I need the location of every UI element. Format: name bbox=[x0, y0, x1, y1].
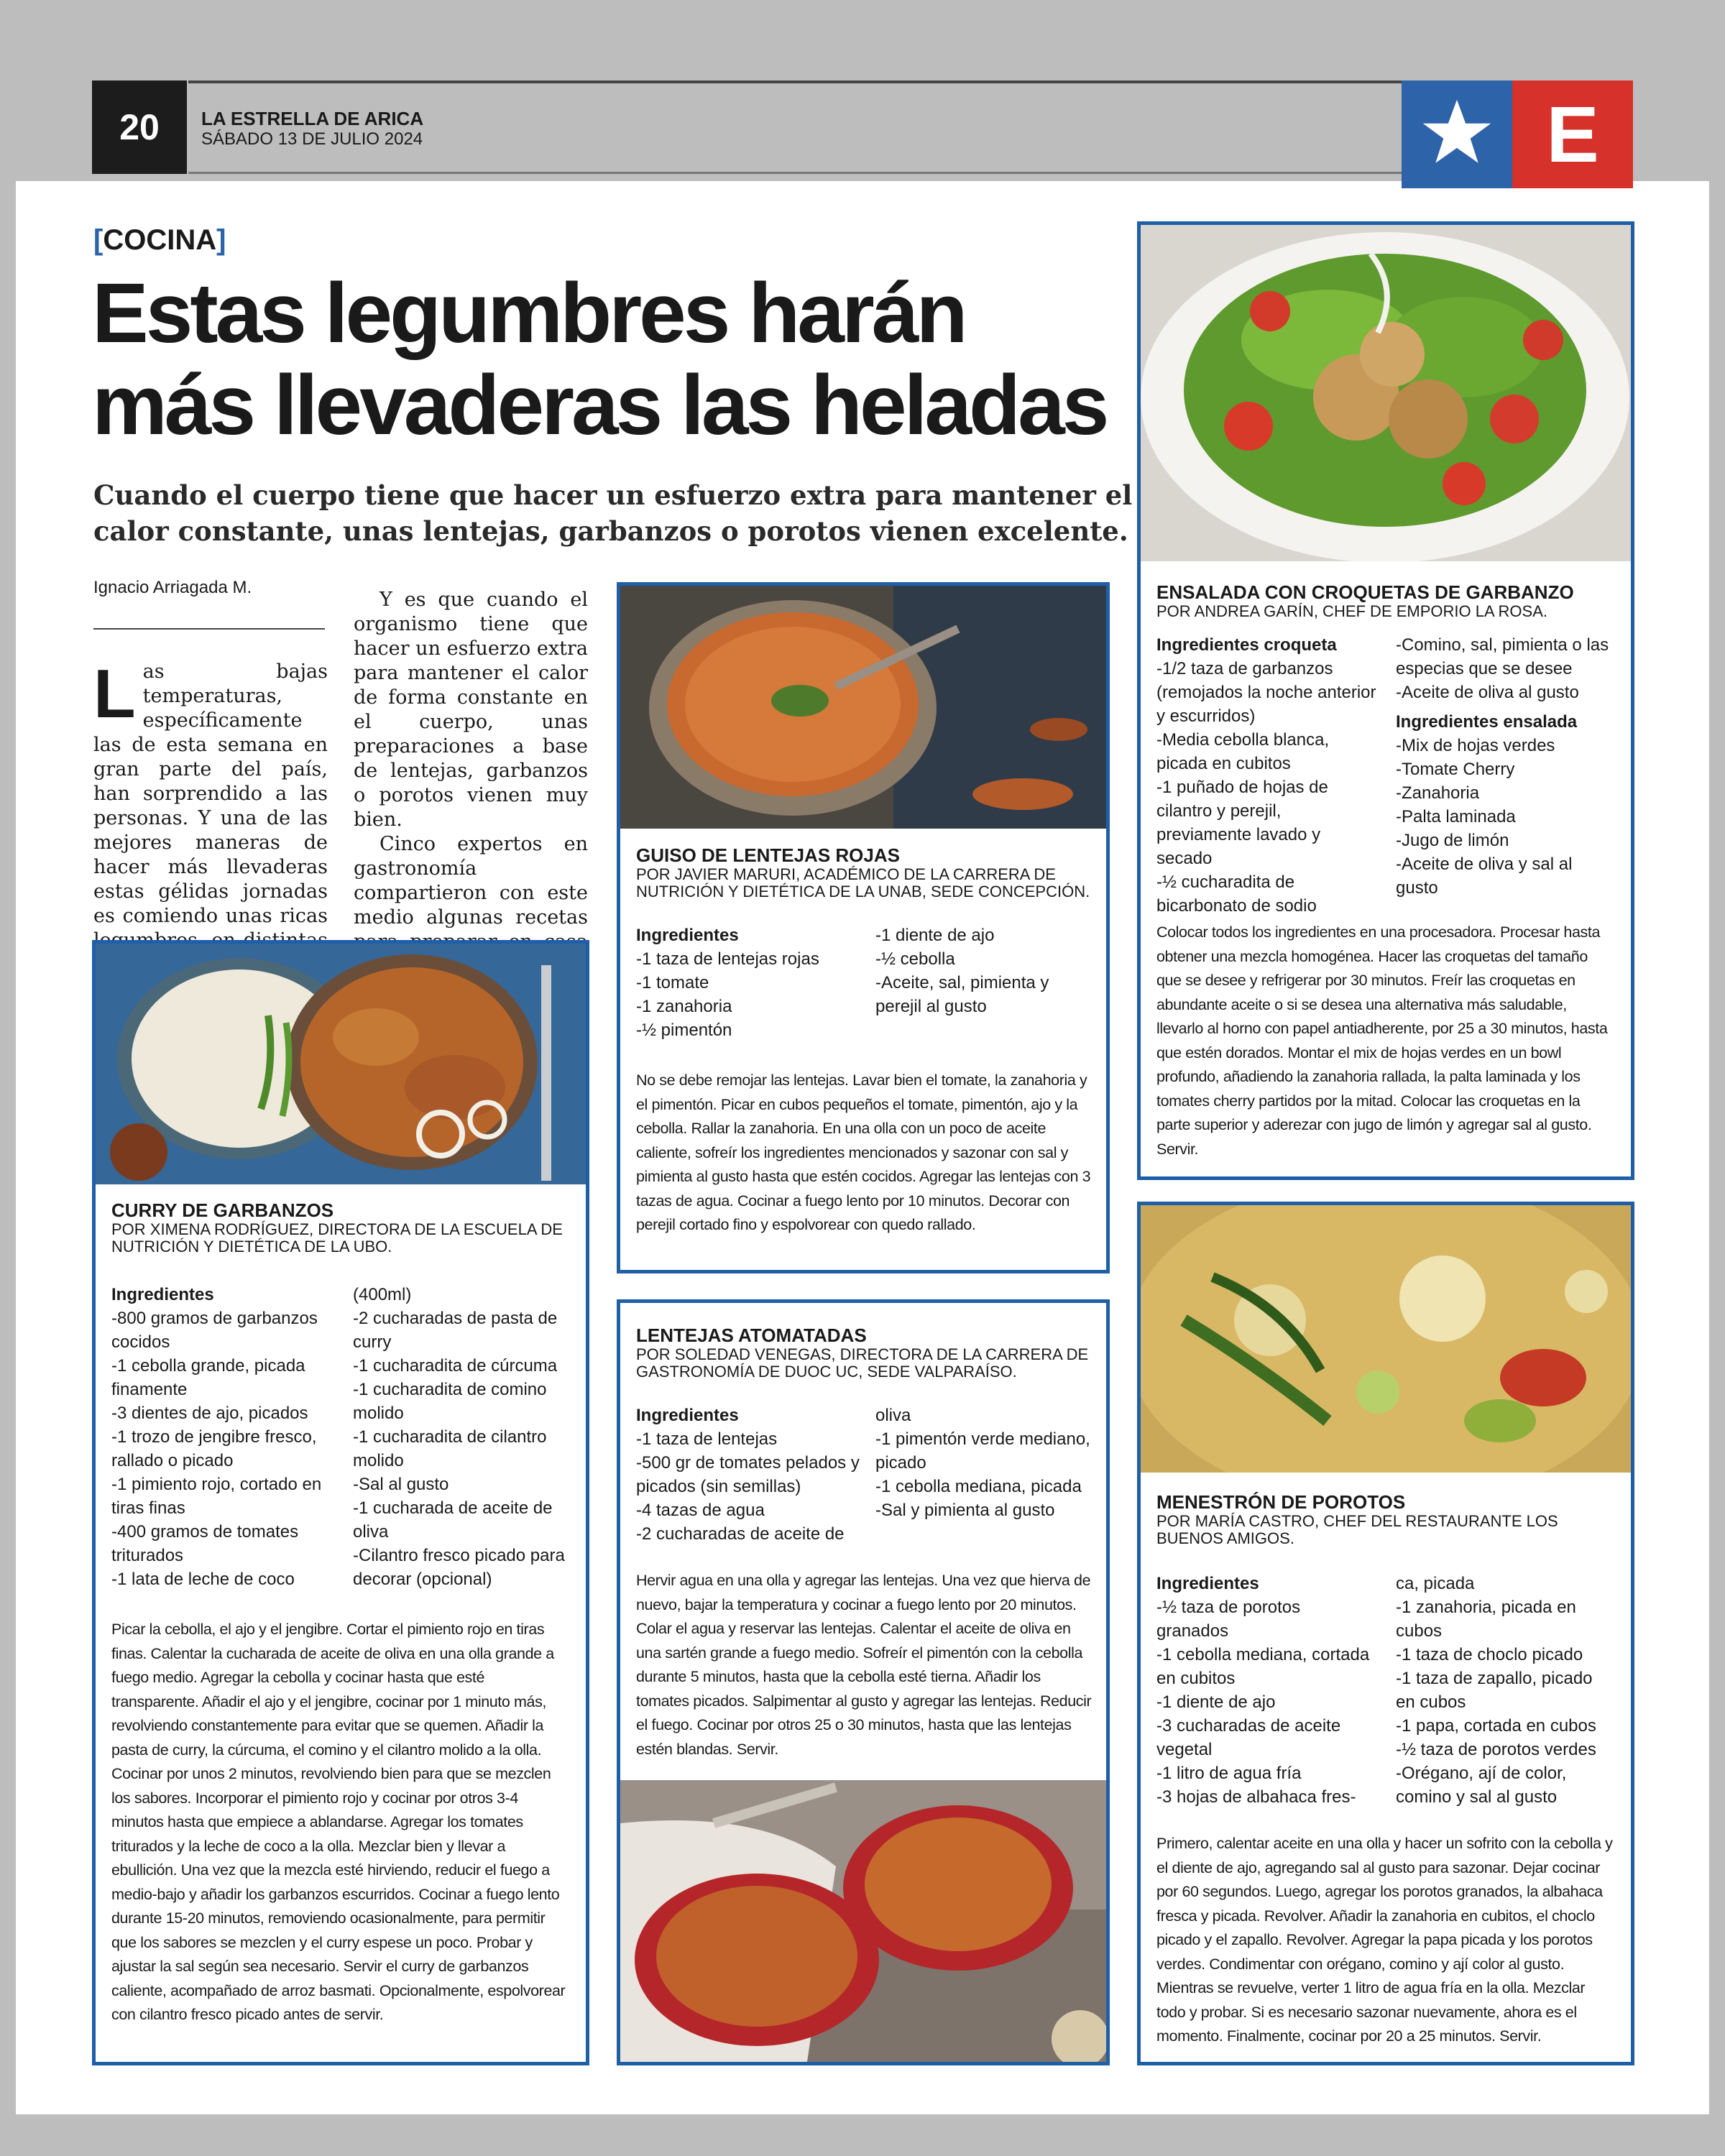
lentejas-rojas-author: POR JAVIER MARURI, ACADÉMICO DE LA CARRERA DE NUTRICIÓN Y DIETÉTICA DE LA UNAB, SEDE CONCEPCIÓN. bbox=[636, 865, 1090, 900]
ensalada-preparation: Colocar todos los ingredientes en una procesadora. Procesar hasta obtener una mezcla homogénea. Hacer las croquetas del tamaño que se desee y refrigerar por 30 minutos. Freír las croquetas en abundante aceite o si se desea una alternativa más saludable, llevarlo al horno con papel antiadherente, por 25 a 30 minutos, hasta que estén dorados. Montar el mix de hojas verdes en un bowl profundo, añadiendo la zanahoria rallada, la palta laminada y los tomates cherry partidos por la mitad. Colocar las croquetas en la parte superior y aderezar con jugo de limón y agregar sal al gusto. Servir. bbox=[1156, 923, 1608, 1158]
ensalada-author: POR ANDREA GARÍN, CHEF DE EMPORIO LA ROSA. bbox=[1156, 602, 1548, 620]
lentejas-rojas-photo bbox=[620, 586, 1106, 829]
menestron-ingredients-list-1: -½ taza de porotos granados -1 cebolla mediana, cortada en cubitos -1 diente de ajo -3 cucharadas de aceite vegetal -1 litro de agua fría -3 hojas de albahaca fres- bbox=[1156, 1598, 1370, 1807]
atomatadas-heading bbox=[636, 1325, 1096, 1381]
drop-cap: L bbox=[93, 655, 136, 732]
menestron-ingredients-list-2: ca, picada -1 zanahoria, picada en cubos -1 taza de choclo picado -1 taza de zapallo, picado en cubos -1 papa, cortada en cubos -½ taza de porotos verdes -Orégano, ají de color, comino y sal al gusto bbox=[1396, 1574, 1596, 1807]
issue-date: SÁBADO 13 DE JULIO 2024 bbox=[201, 129, 423, 149]
headline-line-1: Estas legumbres harán bbox=[92, 266, 965, 361]
recipe-box-atomatadas bbox=[617, 1299, 1110, 2065]
ensalada-photo bbox=[1141, 225, 1631, 561]
lentejas-rojas-ingredients-label: Ingredientes bbox=[636, 926, 739, 945]
curry-photo bbox=[96, 944, 586, 1184]
menestron-photo bbox=[1141, 1205, 1631, 1473]
lentejas-rojas-preparation: No se debe remojar las lentejas. Lavar bien el tomate, la zanahoria y el pimentón. Picar en cubos pequeños el tomate, pimentón, ajo y la cebolla. Rallar la zanahoria. En una olla con un poco de aceite caliente, sofreír los ingredientes mencionados y sazonar con sal y pimienta al gusto hasta que estén cocidos. Agregar las lentejas con 3 tazas de agua. Cocinar a fuego lento por 10 minutos. Decorar con perejil cortado fino y espolvorear con quedo rallado. bbox=[636, 1072, 1091, 1233]
menestron-title: MENESTRÓN DE POROTOS bbox=[1156, 1491, 1406, 1513]
curry-ingredients-list-1: -800 gramos de garbanzos cocidos -1 cebolla grande, picada finamente -3 dientes de ajo, picados -1 trozo de jengibre fresco, rallado o picado -1 pimiento rojo, cortado en tiras finas -400 gramos de tomates triturados -1 lata de leche de coco bbox=[111, 1309, 322, 1589]
ensalada-heading bbox=[1156, 581, 1616, 620]
curry-ingredients-col-1 bbox=[111, 1283, 340, 1591]
newspaper-name: LA ESTRELLA DE ARICA bbox=[201, 108, 424, 129]
atomatadas-ingredients-col-2 bbox=[875, 1404, 1095, 1522]
ensalada-ingredients-label-croqueta: Ingredientes croqueta bbox=[1156, 635, 1337, 655]
section-kicker: [COCINA] bbox=[93, 224, 226, 256]
article-column-1 bbox=[93, 655, 328, 977]
lentejas-rojas-heading bbox=[636, 844, 1096, 900]
lentejas-rojas-ingredients-list-2: -1 diente de ajo -½ cebolla -Aceite, sal, pimienta y perejil al gusto bbox=[875, 926, 1049, 1016]
ensalada-ingredients-col-2 bbox=[1396, 633, 1615, 900]
curry-ingredients-label: Ingredientes bbox=[111, 1285, 214, 1304]
lentejas-rojas-ingredients-col-1 bbox=[636, 923, 865, 1042]
menestron-ingredients-col-1 bbox=[1156, 1572, 1372, 1809]
deck: Cuando el cuerpo tiene que hacer un esfuerzo extra para mantener el calor constante, unas lentejas, garbanzos o porotos vienen excelente. bbox=[93, 479, 1133, 547]
atomatadas-ingredients-list-1: -1 taza de lentejas -500 gr de tomates pelados y picados (sin semillas) -4 tazas de agua -2 cucharadas de aceite de bbox=[636, 1429, 860, 1544]
lentejas-rojas-ingredients-list-1: -1 taza de lentejas rojas -1 tomate -1 zanahoria -½ pimentón bbox=[636, 949, 819, 1040]
article-column-1-text: as bajas temperaturas, específicamente las de esta semana en gran parte del país, han sorprendido a las personas. Y una de las mejores maneras de hacer más llevaderas estas gélidas jornadas es comiendo unas ricas bbox=[93, 660, 328, 927]
atomatadas-ingredients-label: Ingredientes bbox=[636, 1406, 739, 1425]
logo-letter: E bbox=[1512, 80, 1633, 188]
headline-line-2: más llevaderas las heladas bbox=[92, 358, 1107, 453]
page-number: 20 bbox=[92, 80, 187, 174]
recipe-box-ensalada bbox=[1137, 221, 1634, 1180]
ensalada-ingredients-list-1: -1/2 taza de garbanzos (remojados la noche anterior y escurridos) -Media cebolla blanca, picada en cubitos -1 puñado de hojas de cilantro y perejil, previamente lavado y secado -½ cucharadita de bicarbonato de sodio bbox=[1156, 659, 1376, 916]
star-icon bbox=[1417, 93, 1496, 172]
byline-rule bbox=[93, 628, 325, 630]
lentejas-rojas-title: GUISO DE LENTEJAS ROJAS bbox=[636, 844, 900, 866]
headline bbox=[92, 267, 1134, 451]
atomatadas-ingredients-col-1 bbox=[636, 1404, 865, 1546]
lentejas-rojas-ingredients-col-2 bbox=[875, 923, 1095, 1018]
menestron-ingredients-label: Ingredientes bbox=[1156, 1574, 1259, 1593]
menestron-author: POR MARÍA CASTRO, CHEF DEL RESTAURANTE LOS BUENOS AMIGOS. bbox=[1156, 1512, 1558, 1547]
curry-preparation: Picar la cebolla, el ajo y el jengibre. Cortar el pimiento rojo en tiras finas. Calentar la cucharada de aceite de oliva en una olla grande a fuego medio. Agregar la cebolla y cocinar hasta que esté transparente. Añadir el ajo y el jengibre, cocinar por 1 minuto más, revolviendo constantemente para evitar que se quemen. Añadir la pasta de curry, la cúrcuma, el comino y el cilantro molido a la olla. Cocinar por unos 2 minutos, revolviendo bien para que se mezclen los sabores. Incorporar el pimiento rojo y cocinar por otros 3-4 minutos hasta que empiece a ablandarse. Agregar los tomates triturados y la leche de coco a la olla. Mezclar bien y llevar a ebullición. Una vez que la mezcla esté hirviendo, reducir el fuego a medio-bajo y añadir los garbanzos escurridos. Cocinar a fuego lento durante 15-20 minutos, removiendo ocasionalmente, para permitir que los sabores se mezclen y el curry espese un poco. Probar y ajustar la sal según sea necesario. Servir el curry de garbanzos caliente, acompañado de arroz basmati. Opcionalmente, espolvorear con cilantro fresco picado antes de servir. bbox=[111, 1621, 566, 2023]
section-label: COCINA bbox=[103, 224, 217, 256]
menestron-heading bbox=[1156, 1491, 1616, 1547]
recipe-box-lentejas-rojas bbox=[617, 582, 1110, 1273]
ensalada-ingredients-list-2b: -Mix de hojas verdes -Tomate Cherry -Zanahoria -Palta laminada -Jugo de limón -Aceite de oliva y sal al gusto bbox=[1396, 736, 1573, 898]
curry-heading bbox=[111, 1199, 571, 1256]
ensalada-title: ENSALADA CON CROQUETAS DE GARBANZO bbox=[1156, 581, 1574, 603]
article-column-2-p1: Y es que cuando el organismo tiene que hacer un esfuerzo extra para mantener el calor de forma constante en el cuerpo, unas preparaciones a base de lentejas, garbanzos o porotos vienen muy bien. bbox=[354, 589, 588, 831]
atomatadas-ingredients-list-2: oliva -1 pimentón verde mediano, picado -1 cebolla mediana, picada -Sal y pimienta al gusto bbox=[875, 1406, 1090, 1520]
byline: Ignacio Arriagada M. bbox=[93, 578, 252, 597]
menestron-ingredients-col-2 bbox=[1396, 1572, 1615, 1809]
recipe-box-menestron bbox=[1137, 1202, 1634, 2065]
atomatadas-preparation: Hervir agua en una olla y agregar las lentejas. Una vez que hierva de nuevo, bajar la temperatura y cocinar a fuego lento por 20 minutos. Colar el agua y reservar las lentejas. Calentar el aceite de oliva en una sartén grande a fuego medio. Sofreír el pimentón con la cebolla durante 5 minutos, hasta que la cebolla esté tierna. Añadir los tomates picados. Salpimentar al gusto y agregar las lentejas. Reducir el fuego. Cocinar por otros 25 o 30 minutos, hasta que las lentejas estén blandas. Servir. bbox=[636, 1572, 1092, 1758]
curry-ingredients-col-2 bbox=[353, 1283, 572, 1591]
curry-ingredients-list-2: (400ml) -2 cucharadas de pasta de curry -1 cucharadita de cúrcuma -1 cucharadita de comino molido -1 cucharadita de cilantro molido -Sal al gusto -1 cucharada de aceite de oliva -Cilantro fresco picado para decorar (opcional) bbox=[353, 1285, 565, 1589]
atomatadas-photo bbox=[620, 1780, 1106, 2062]
ensalada-ingredients-label-ensalada: Ingredientes ensalada bbox=[1396, 712, 1578, 732]
curry-author: POR XIMENA RODRÍGUEZ, DIRECTORA DE LA ESCUELA DE NUTRICIÓN Y DIETÉTICA DE LA UBO. bbox=[111, 1220, 563, 1256]
menestron-preparation: Primero, calentar aceite en una olla y hacer un sofrito con la cebolla y el diente de ajo, agregando sal al gusto para sazonar. Dejar cocinar por 60 segundos. Luego, agregar los porotos granados, la albahaca fresca y picada. Revolver. Añadir la zanahoria en cubitos, el choclo picado y el zapallo. Revolver. Agregar la papa picada y los porotos verdes. Condimentar con orégano, comino y ají color al gusto. Mientras se revuelve, verter 1 litro de agua fría en la olla. Mezclar todo y probar. Si es necesario sazonar nuevamente, ahora es el momento. Finalmente, cocinar por 20 a 25 minutos. Servir. bbox=[1156, 1835, 1613, 2045]
atomatadas-title: LENTEJAS ATOMATADAS bbox=[636, 1325, 867, 1346]
ensalada-ingredients-col-1 bbox=[1156, 633, 1379, 918]
ensalada-ingredients-list-2a: -Comino, sal, pimienta o las especias que se desee -Aceite de oliva al gusto bbox=[1396, 635, 1609, 702]
recipe-box-curry bbox=[92, 940, 589, 2065]
atomatadas-author: POR SOLEDAD VENEGAS, DIRECTORA DE LA CARRERA DE GASTRONOMÍA DE DUOC UC, SEDE VALPARAÍSO. bbox=[636, 1345, 1089, 1381]
curry-title: CURRY DE GARBANZOS bbox=[111, 1199, 334, 1221]
article-column-2-p2: Cinco expertos en gastronomía compartieron con este medio algunas recetas bbox=[354, 833, 588, 929]
